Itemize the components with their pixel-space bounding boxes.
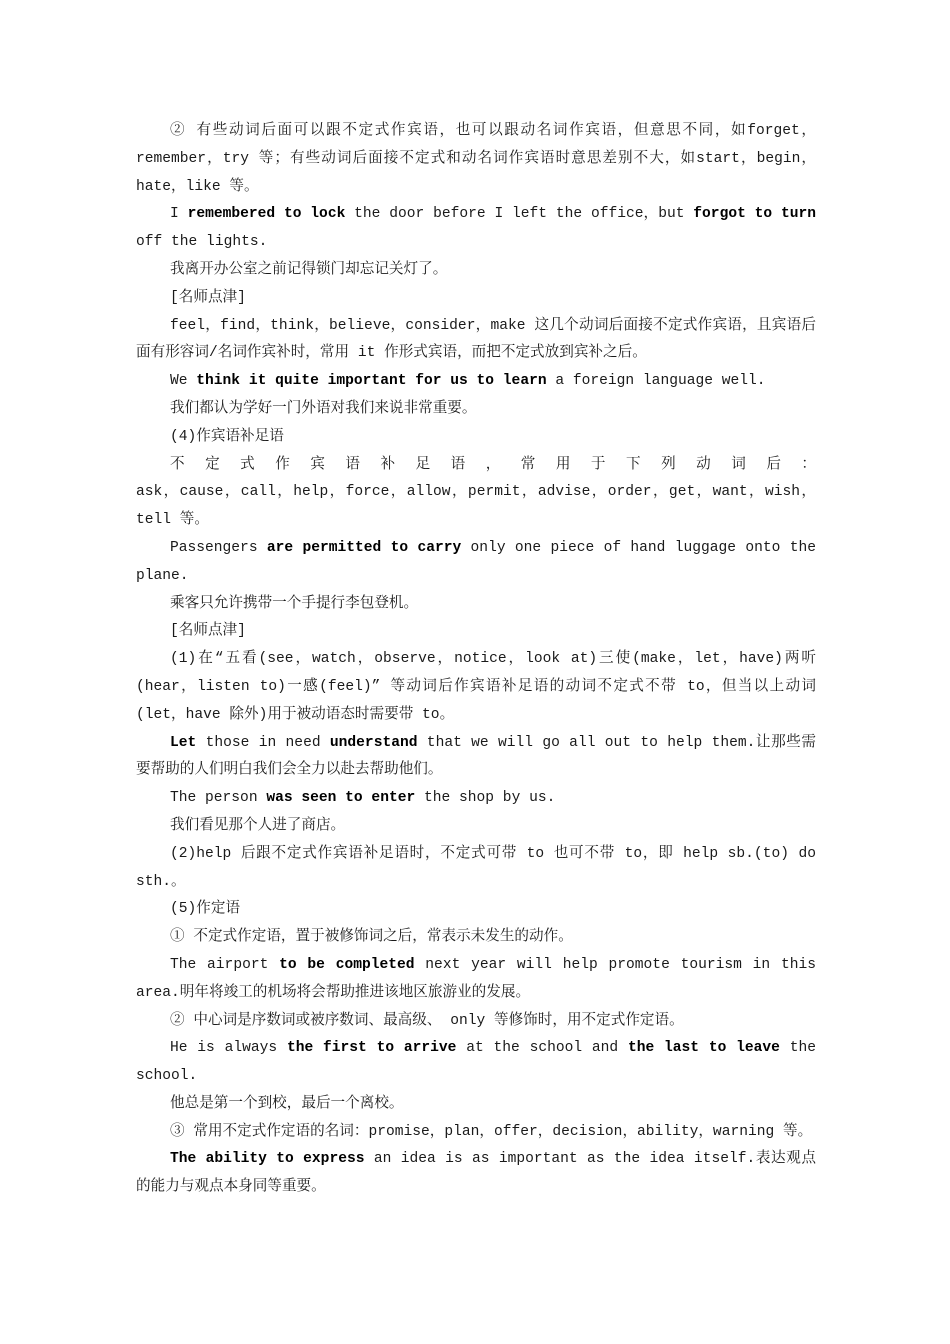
paragraph	[136, 1008, 816, 1036]
text-run: 不 定 式 作 宾 语 补 足 语 ， 常 用 于 下 列 动 词 后 ：	[170, 456, 816, 473]
paragraph	[136, 924, 816, 952]
paragraph	[136, 591, 816, 619]
paragraph	[136, 896, 816, 924]
text-run: next year will help promote tourism in this area.明年将竣工的机场将会帮助推进该地区旅游业的发展。	[136, 956, 816, 1001]
bold-phrase: the first to arrive	[286, 1040, 457, 1057]
text-run: only one piece of hand luggage onto the plane.	[136, 539, 816, 584]
text-run: the shop by us.	[415, 790, 556, 807]
paragraph	[136, 396, 816, 424]
text-run: the door before I left the office，but	[345, 206, 694, 223]
text-run: feel，find，think，believe，consider，make 这几个动词后面接不定式作宾语，且宾语后面有形容词/名词作宾补时，常用 it 作形式宾语，而把不定式放到宾补之后。	[136, 317, 816, 362]
paragraph	[136, 368, 816, 396]
text-run: the school.	[136, 1040, 816, 1085]
text-run: 乘客只允许携带一个手提行李包登机。	[170, 595, 419, 612]
paragraph	[136, 285, 816, 313]
paragraph	[136, 424, 816, 452]
text-run: I	[170, 206, 188, 223]
text-run: (5)作定语	[170, 901, 241, 918]
text-run: an idea is as important as the idea itself.表达观点的能力与观点本身同等重要。	[136, 1151, 817, 1196]
paragraph	[136, 730, 816, 786]
bold-phrase: think it quite important for us to learn	[196, 373, 547, 390]
text-run: (1)在“五看(see，watch，observe，notice，look at)三使(make，let，have)两听(hear，listen to)一感(feel)” 等动词后作宾语补足语的动词不定式不带 to，但当以上动词(let，have 除外)用于被动语态时需要带 to。	[136, 651, 816, 723]
text-run: The person	[170, 790, 267, 807]
text-run: [名师点津]	[170, 289, 246, 306]
bold-phrase: understand	[329, 734, 418, 751]
bold-phrase: forgot to turn	[693, 206, 817, 223]
text-run: ② 有些动词后面可以跟不定式作宾语，也可以跟动名词作宾语，但意思不同，如forget，remember，try 等；有些动词后面接不定式和动名词作宾语时意思差别不大，如start，begin，hate，like 等。	[136, 123, 816, 195]
paragraph	[136, 785, 816, 813]
text-run: ask，cause，call，help，force，allow，permit，advise，order，get，want，wish，tell 等。	[136, 484, 816, 529]
bold-phrase: was seen to enter	[266, 790, 416, 807]
text-run: ③ 常用不定式作定语的名词：promise，plan，offer，decision，ability，warning 等。	[170, 1123, 813, 1140]
text-run: 他总是第一个到校，最后一个离校。	[170, 1095, 404, 1112]
bold-phrase: are permitted to carry	[266, 539, 462, 556]
document-body	[136, 118, 816, 1202]
bold-phrase: Let	[170, 734, 197, 751]
text-run: a foreign language well.	[546, 373, 766, 390]
paragraph	[136, 1146, 816, 1202]
paragraph	[136, 535, 816, 591]
bold-phrase: remembered to lock	[187, 206, 346, 223]
text-run: ② 中心词是序数词或被序数词、最高级、 only 等修饰时，用不定式作定语。	[170, 1012, 684, 1029]
paragraph	[136, 1035, 816, 1091]
bold-phrase: the last to leave	[627, 1040, 780, 1057]
text-run: (4)作宾语补足语	[170, 428, 284, 445]
paragraph	[136, 313, 816, 369]
paragraph	[136, 257, 816, 285]
text-run: (2)help 后跟不定式作宾语补足语时，不定式可带 to 也可不带 to，即 help sb.(to) do sth.。	[136, 845, 816, 890]
paragraph	[136, 813, 816, 841]
text-run: that we will go all out to help them.让那些需要帮助的人们明白我们会全力以赴去帮助他们。	[136, 734, 816, 779]
text-run: 我们都认为学好一门外语对我们来说非常重要。	[170, 400, 477, 417]
bold-phrase: The ability to express	[170, 1151, 365, 1168]
text-run: those in need	[196, 734, 330, 751]
text-run: 我们看见那个人进了商店。	[170, 817, 346, 834]
paragraph	[136, 201, 816, 257]
text-run: The airport	[170, 956, 280, 973]
paragraph	[136, 452, 816, 480]
text-run: [名师点津]	[170, 623, 246, 640]
paragraph	[136, 479, 816, 535]
text-run: 我离开办公室之前记得锁门却忘记关灯了。	[170, 261, 448, 278]
paragraph	[136, 1119, 816, 1147]
text-run: He is always	[170, 1040, 287, 1057]
paragraph	[136, 952, 816, 1008]
paragraph	[136, 841, 816, 897]
text-run: Passengers	[170, 539, 267, 556]
text-run: ① 不定式作定语，置于被修饰词之后，常表示未发生的动作。	[170, 929, 573, 946]
paragraph	[136, 118, 816, 201]
text-run: We	[170, 373, 197, 390]
bold-phrase: to be completed	[279, 956, 415, 973]
paragraph	[136, 618, 816, 646]
text-run: at the school and	[456, 1040, 628, 1057]
paragraph	[136, 646, 816, 729]
paragraph	[136, 1091, 816, 1119]
text-run: off the lights.	[136, 234, 268, 251]
